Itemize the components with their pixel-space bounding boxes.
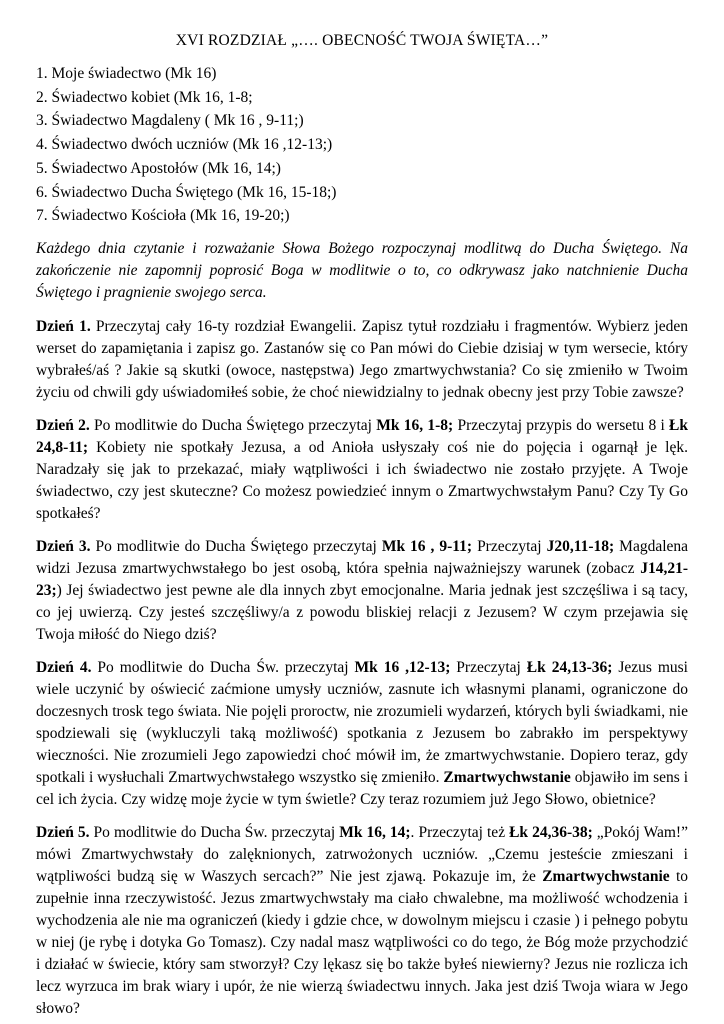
day-label: Dzień 5.	[36, 823, 90, 841]
scripture-reference: Mk 16, 14;	[339, 823, 411, 841]
list-item: 4. Świadectwo dwóch uczniów (Mk 16 ,12-13;)	[36, 136, 333, 154]
scripture-reference: Łk 24,13-36;	[526, 658, 613, 676]
page-title: XVI ROZDZIAŁ „…. OBECNOŚĆ TWOJA ŚWIĘTA…”	[175, 32, 549, 49]
day-paragraph-3	[36, 536, 688, 646]
list-item: 1. Moje świadectwo (Mk 16)	[36, 65, 217, 82]
day-mid-text: Przeczytaj przypis do wersetu 8 i	[453, 416, 670, 434]
day-lead-text: Po modlitwie do Ducha Św. przeczytaj	[89, 823, 340, 841]
day-tail-text: „Pokój Wam!” mówi Zmartwychwstały do zalęknionych, zatrwożonych uczniów. „Czemu jesteście zmieszani i wątpliwości budzą się w Waszych sercach?” Nie jest zjawą. Pokazuje im, że Zmartwychwstanie to zupełnie inna rzeczywistość. Jezus zmartwychwstały ma ciało chwalebne, ma możliwość wchodzenia i wychodzenia ale nie ma ograniczeń (kiedy i gdzie chce, w dowolnym miejscu i czasie ) i pełnego pobytu w niej (je rybę i dotyka Go Tomasz). Czy nadal masz wątpliwości co do tego, że Bóg może przychodzić i działać w świecie, który sam stworzył? Czy lękasz się bo także byłeś niewierny? Jezus nie rozlicza ich lecz wyrzuca im brak wiary i upór, że nie wierzą świadectwu innych. Jaka jest dziś Twoja wiara w Jego słowo?	[36, 823, 689, 1017]
day-label: Dzień 4.	[36, 658, 92, 676]
day-paragraph-5	[36, 822, 688, 1020]
day-paragraph-2	[36, 415, 688, 525]
day-mid-text: Przeczytaj	[450, 658, 527, 676]
day-lead-text: Po modlitwie do Ducha Św. przeczytaj	[91, 658, 355, 676]
day-label: Dzień 3.	[36, 537, 91, 555]
day-mid-text: . Przeczytaj też	[410, 823, 510, 841]
day-paragraph-4	[36, 657, 688, 811]
day-label: Dzień 2.	[36, 416, 90, 434]
day-mid-text: Przeczytaj	[472, 537, 547, 555]
day-paragraph-1	[36, 316, 688, 404]
table-of-contents	[36, 62, 688, 228]
day-lead-text: Po modlitwie do Ducha Świętego przeczytaj	[89, 416, 377, 434]
day-label: Dzień 1.	[36, 317, 91, 335]
scripture-reference: Mk 16, 1-8;	[376, 416, 454, 434]
scripture-reference: Łk 24,36-38;	[509, 823, 593, 841]
day-lead-text: Po modlitwie do Ducha Świętego przeczytaj	[90, 537, 382, 555]
list-item: 5. Świadectwo Apostołów (Mk 16, 14;)	[36, 159, 281, 177]
list-item: 6. Świadectwo Ducha Świętego (Mk 16, 15-18;)	[36, 183, 337, 201]
intro-paragraph: Każdego dnia czytanie i rozważanie Słowa Bożego rozpoczynaj modlitwą do Ducha Świętego. Na zakończenie nie zapomnij poprosić Boga w modlitwie o to, co odkrywasz jako natchnienie Ducha Świętego i pragnienie swojego serca.	[36, 239, 688, 301]
list-item: 2. Świadectwo kobiet (Mk 16, 1-8;	[36, 88, 253, 106]
scripture-reference: Łk 24,8-11;	[36, 416, 689, 456]
day-tail-text: Jezus musi wiele uczynić by oświecić zaćmione umysły uczniów, zasnute ich własnymi planami, ograniczone do doczesnych trosk tego świata. Nie pojęli proroctw, nie zrozumieli wydarzeń, których byli świadkami, nie spodziewali się (wykluczyli taką możliwość) spotkania z Jezusem bo zabrakło im perspektywy wieczności. Nie zrozumieli Jego zapowiedzi choć mówił im, że zmartwychwstanie. Dopiero teraz, gdy spotkali i wysłuchali Zmartwychwstałego wszystko się zmieniło. Zmartwychwstanie objawiło im sens i cel ich życia. Czy widzę moje życie w tym świetle? Czy teraz rozumiem już Jego Słowo, obietnice?	[36, 658, 688, 808]
scripture-reference: Mk 16 , 9-11;	[381, 537, 473, 555]
day-lead-text: Przeczytaj cały 16-ty rozdział Ewangelii. Zapisz tytuł rozdziału i fragmentów. Wybierz jeden werset do zapamiętania i zapisz go. Zastanów się co Pan mówi do Ciebie dzisiaj w tym wersecie, który wybrałeś/aś ? Jakie są skutki (owoce, następstwa) Jego zmartwychwstania? Co się zmieniło w Twoim życiu od chwili gdy uświadomiłeś sobie, że choć niewidzialny to jednak obecny jest przy Tobie zawsze?	[36, 317, 688, 401]
scripture-reference: J20,11-18;	[546, 537, 615, 555]
scripture-reference: Mk 16 ,12-13;	[354, 658, 451, 676]
list-item: 3. Świadectwo Magdaleny ( Mk 16 , 9-11;)	[36, 112, 304, 130]
day-tail-text: Magdalena widzi Jezusa zmartwychwstałego bo jest osobą, która spełnia najważniejszy warunek (zobacz J14,21-23;) Jej świadectwo jest pewne ale dla innych zbyt emocjonalne. Maria jednak jest szczęśliwa i są tacy, co jej uwierzą. Czy jesteś szczęśliwy/a z powodu bliskiej relacji z Jezusem? W czym przejawia się Twoja miłość do Niego dziś?	[36, 537, 689, 643]
day-tail-text: Kobiety nie spotkały Jezusa, a od Anioła usłyszały coś nie do pojęcia i ogarnął je lęk. Naradzały się jak to przekazać, miały wątpliwości i ich świadectwo nie zostało przyjęte. A Twoje świadectwo, czy jest skuteczne? Co możesz powiedzieć innym o Zmartwychwstałym Panu? Czy Ty Go spotkałeś?	[36, 438, 688, 522]
list-item: 7. Świadectwo Kościoła (Mk 16, 19-20;)	[36, 207, 290, 225]
